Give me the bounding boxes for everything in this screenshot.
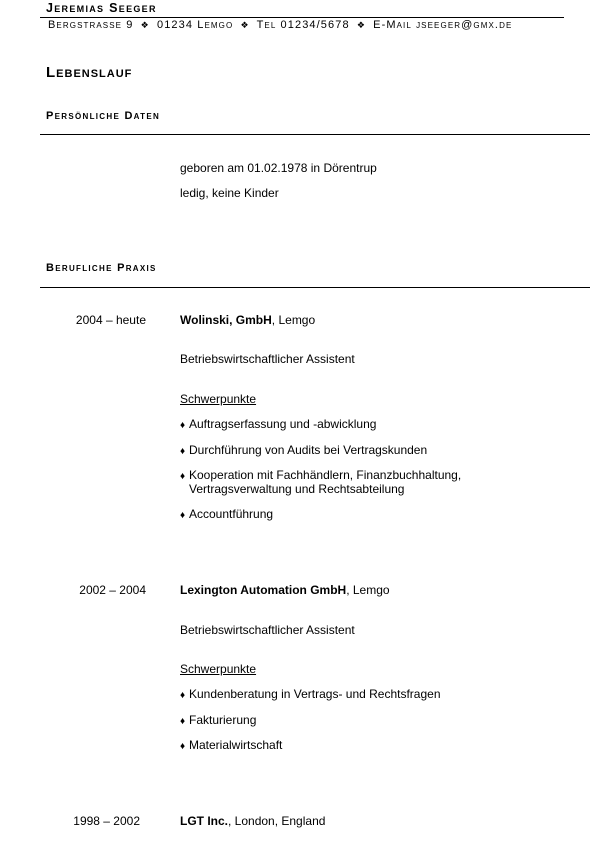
diamond-bullet-icon: ♦ [180,510,186,521]
list-item [180,443,427,459]
job-employer [180,313,315,327]
section-personal-heading: Persönliche Daten [46,110,161,122]
company-name: Wolinski, GmbH [180,313,272,327]
company-location: , London, England [228,814,326,828]
list-item-text-line: Kooperation mit Fachhändlern, Finanzbuchhaltung, [189,468,462,482]
list-item-text: Materialwirtschaft [189,738,283,752]
diamond-bullet-icon: ♦ [180,446,186,457]
street-address: Bergstrasse 9 [48,19,134,31]
diamond-bullet-icon: ♦ [180,741,186,752]
list-item-text [189,468,461,496]
separator-icon: ❖ [240,20,250,30]
section-rule [40,287,590,288]
document-title: Lebenslauf [46,64,133,81]
focus-label: Schwerpunkte [180,662,257,676]
diamond-bullet-icon: ♦ [180,690,186,701]
phone: Tel 01234/5678 [256,19,350,31]
diamond-bullet-icon: ♦ [180,471,186,482]
job-employer [180,814,325,828]
list-item [180,738,282,754]
separator-icon: ❖ [356,20,366,30]
list-item [180,468,461,496]
list-item-text: Auftragserfassung und -abwicklung [189,417,377,431]
focus-label: Schwerpunkte [180,392,257,406]
applicant-name: Jeremias Seeger [46,1,157,15]
list-item-text-line: Vertragsverwaltung und Rechtsabteilung [189,482,405,496]
job-dates: 2002 – 2004 [79,583,146,597]
contact-line [48,19,512,31]
company-location: , Lemgo [346,583,390,597]
company-name: Lexington Automation GmbH [180,583,347,597]
company-name: LGT Inc. [180,814,228,828]
job-dates: 1998 – 2002 [73,814,140,828]
diamond-bullet-icon: ♦ [180,420,186,431]
list-item [180,713,256,729]
job-dates: 2004 – heute [75,313,146,327]
job-employer [180,583,390,597]
section-experience-heading: Berufliche Praxis [46,262,157,274]
header-rule [40,17,564,18]
separator-icon: ❖ [140,20,150,30]
diamond-bullet-icon: ♦ [180,716,186,727]
section-rule [40,134,590,135]
email: E-Mail jseeger@gmx.de [373,19,513,31]
list-item-text: Durchführung von Audits bei Vertragskunden [189,443,428,457]
list-item-text: Accountführung [189,507,274,521]
list-item-text: Kundenberatung in Vertrags- und Rechtsfragen [189,687,441,701]
job-role: Betriebswirtschaftlicher Assistent [180,352,355,366]
city: 01234 Lemgo [156,19,234,31]
birth-info: geboren am 01.02.1978 in Dörentrup [180,161,377,175]
job-role: Betriebswirtschaftlicher Assistent [180,623,355,637]
family-status: ledig, keine Kinder [180,186,279,200]
list-item [180,687,441,703]
list-item [180,417,376,433]
list-item [180,507,273,523]
company-location: , Lemgo [271,313,316,327]
list-item-text: Fakturierung [189,713,257,727]
